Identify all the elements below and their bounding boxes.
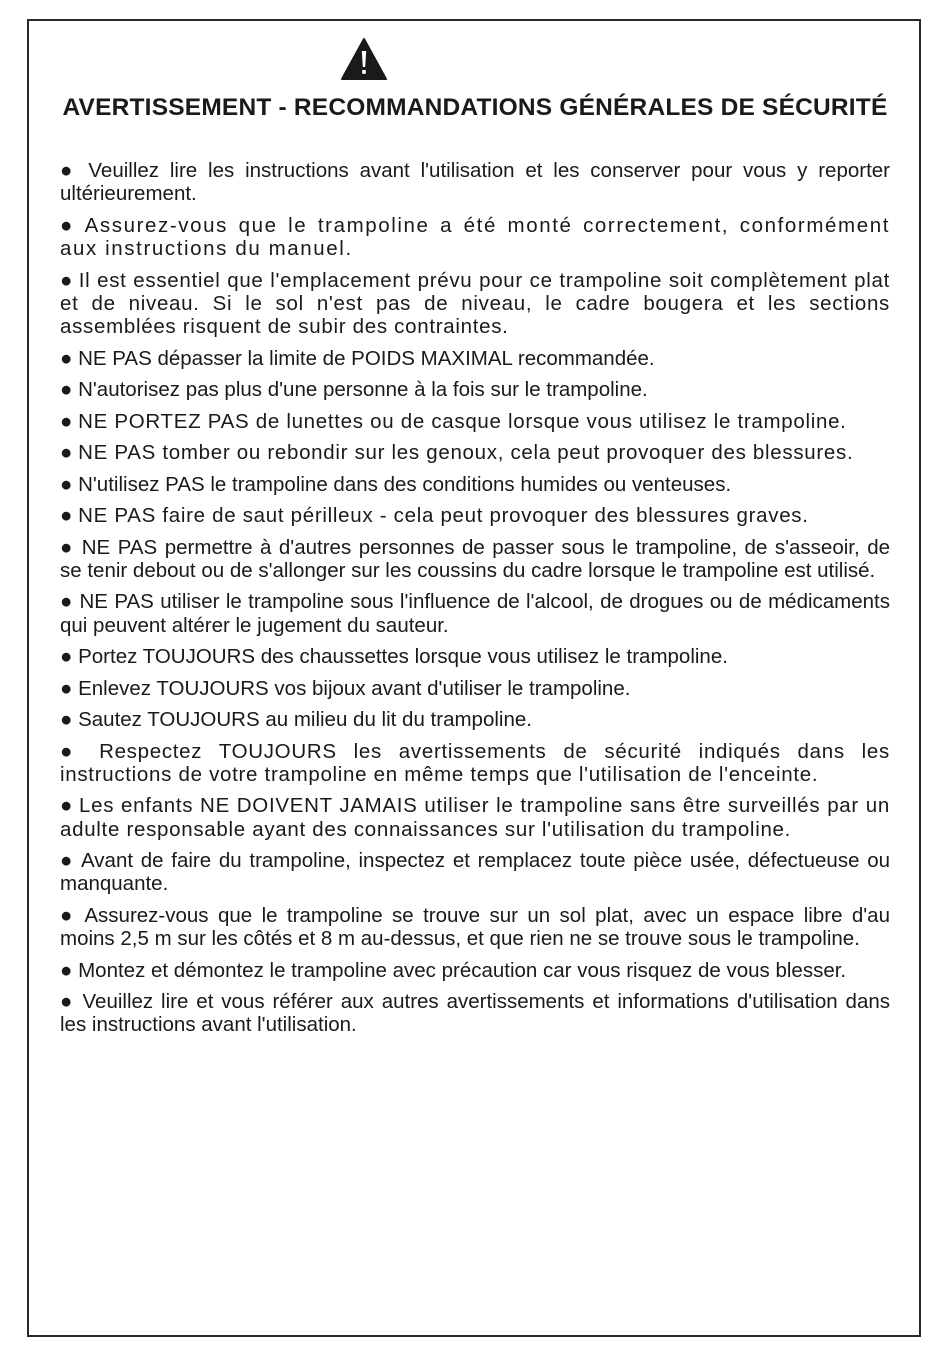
list-item: ● NE PAS tomber ou rebondir sur les genoux, cela peut provoquer des blessures. — [60, 441, 854, 465]
bullet-icon: ● — [60, 535, 75, 559]
list-item: ● Sautez TOUJOURS au milieu du lit du trampoline. — [60, 708, 532, 732]
bullet-icon: ● — [60, 346, 73, 370]
warning-triangle-icon — [340, 37, 388, 81]
bullet-icon: ● — [60, 504, 73, 528]
list-item: ● Respectez TOUJOURS les avertissements de sécurité indiqués dans les instructions de votre trampoline en même temps que l'utilisation de l'enceinte. — [60, 739, 890, 786]
bullet-icon: ● — [60, 849, 75, 873]
list-item: ● NE PAS utiliser le trampoline sous l'influence de l'alcool, de drogues ou de médicaments qui peuvent altérer le jugement du sauteur. — [60, 590, 891, 637]
list-item: ● NE PORTEZ PAS de lunettes ou de casque lorsque vous utilisez le trampoline. — [60, 409, 847, 433]
bullet-icon: ● — [60, 213, 76, 237]
list-item: ● Montez et démontez le trampoline avec précaution car vous risquez de vous blesser. — [60, 958, 847, 982]
list-item: ● Assurez-vous que le trampoline se trouve sur un sol plat, avec un espace libre d'au moins 2,5 m sur les côtés et 8 m au-dessus, et que rien ne se trouve sous le trampoline. — [60, 903, 890, 951]
bullet-icon: ● — [60, 590, 74, 614]
list-item: ● Assurez-vous que le trampoline a été monté correctement, conformément aux instructions du manuel. — [60, 213, 890, 261]
bullet-icon: ● — [60, 990, 75, 1014]
list-item: ● Enlevez TOUJOURS vos bijoux avant d'utiliser le trampoline. — [60, 676, 631, 700]
bullet-icon: ● — [60, 441, 73, 465]
bullet-icon: ● — [60, 645, 73, 669]
bullet-icon: ● — [60, 472, 73, 496]
bullet-icon: ● — [60, 378, 73, 402]
list-item: ● Les enfants NE DOIVENT JAMAIS utiliser le trampoline sans être surveillés par un adulte responsable ayant des connaissances sur l'utilisation du trampoline. — [60, 794, 890, 841]
list-item: ● Il est essentiel que l'emplacement prévu pour ce trampoline soit complètement plat et de niveau. Si le sol n'est pas de niveau, le cadre bougera et les sections assemblées risquent de subir des contraintes. — [60, 268, 891, 339]
bullet-icon: ● — [60, 708, 73, 732]
bullet-icon: ● — [60, 903, 77, 927]
bullet-icon: ● — [60, 794, 73, 818]
list-item: ● NE PAS faire de saut périlleux - cela peut provoquer des blessures graves. — [60, 504, 809, 528]
page-title: AVERTISSEMENT - RECOMMANDATIONS GÉNÉRALES DE SÉCURITÉ — [62, 94, 888, 121]
list-item: ● NE PAS dépasser la limite de POIDS MAXIMAL recommandée. — [60, 346, 655, 370]
safety-list — [60, 159, 890, 1045]
list-item: ● N'utilisez PAS le trampoline dans des conditions humides ou venteuses. — [60, 472, 732, 496]
list-item: ● Veuillez lire les instructions avant l'utilisation et les conserver pour vous y reporter ultérieurement. — [60, 159, 891, 206]
bullet-icon: ● — [60, 268, 73, 292]
list-item: ● NE PAS permettre à d'autres personnes de passer sous le trampoline, de s'asseoir, de se tenir debout ou de s'allonger sur les coussins du cadre lorsque le trampoline est utilisé. — [60, 535, 890, 582]
bullet-icon: ● — [60, 409, 73, 433]
bullet-icon: ● — [60, 676, 73, 700]
list-item: ● N'autorisez pas plus d'une personne à la fois sur le trampoline. — [60, 378, 648, 402]
bullet-icon: ● — [60, 159, 78, 182]
list-item: ● Veuillez lire et vous référer aux autres avertissements et informations d'utilisation dans les instructions avant l'utilisation. — [60, 990, 891, 1037]
bullet-icon: ● — [60, 739, 83, 763]
bullet-icon: ● — [60, 958, 73, 982]
list-item: ● Portez TOUJOURS des chaussettes lorsque vous utilisez le trampoline. — [60, 645, 728, 669]
list-item: ● Avant de faire du trampoline, inspectez et remplacez toute pièce usée, défectueuse ou manquante. — [60, 849, 890, 896]
